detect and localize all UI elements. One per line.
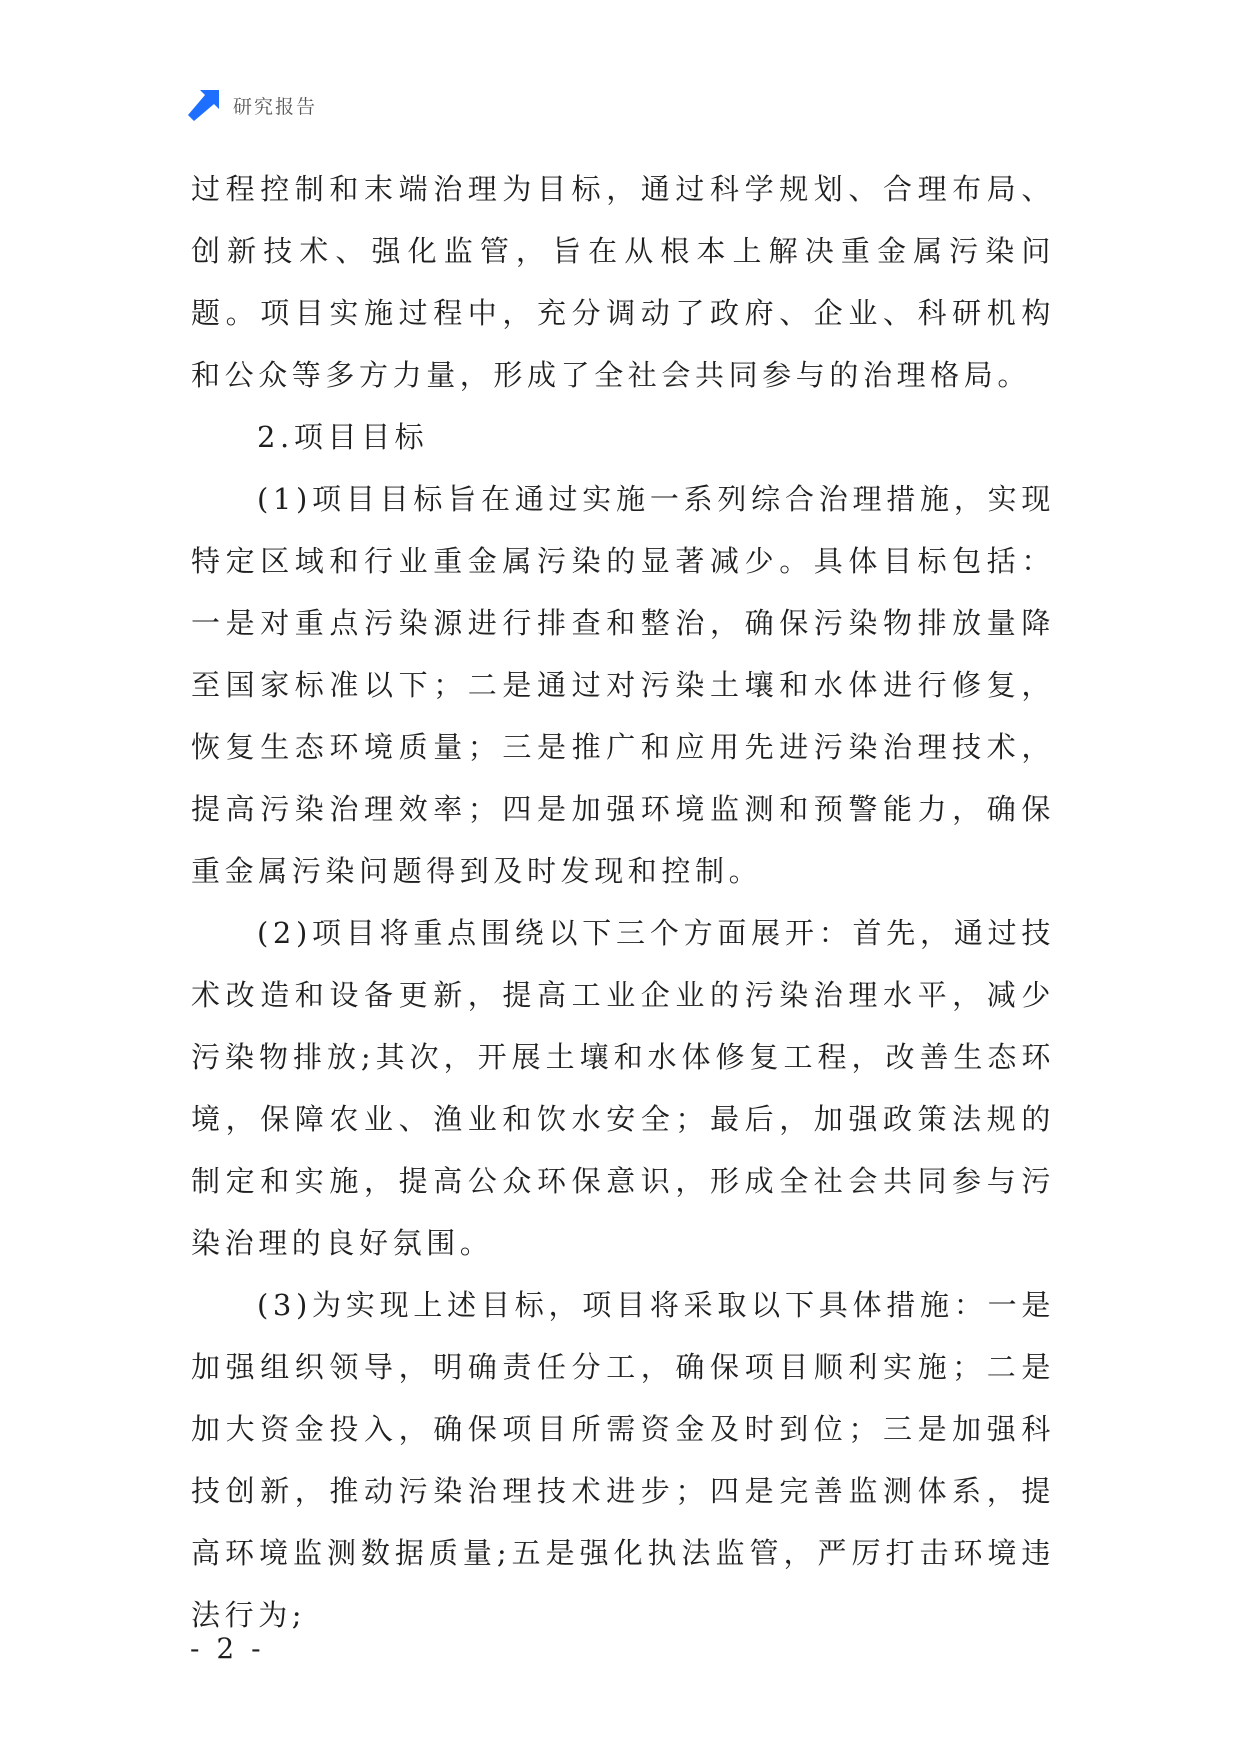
paragraph-goal-1: (1)项目目标旨在通过实施一系列综合治理措施，实现特定区域和行业重金属污染的显著减少。具体目标包括：一是对重点污染源进行排查和整治，确保污染物排放量降至国家标准以下；二是通过对污染土壤和水体进行修复，恢复生态环境质量；三是推广和应用先进污染治理技术，提高污染治理效率；四是加强环境监测和预警能力，确保重金属污染问题得到及时发现和控制。 (191, 482, 1055, 888)
document-body (191, 158, 1055, 1646)
paragraph-intro: 过程控制和末端治理为目标，通过科学规划、合理布局、创新技术、强化监管，旨在从根本上解决重金属污染问题。项目实施过程中，充分调动了政府、企业、科研机构和公众等多方力量，形成了全社会共同参与的治理格局。 (191, 172, 1055, 392)
arrow-up-right-icon (187, 88, 221, 122)
section-heading: 2.项目目标 (257, 420, 429, 454)
paragraph-goal-3: (3)为实现上述目标，项目将采取以下具体措施：一是加强组织领导，明确责任分工，确保项目顺利实施；二是加大资金投入，确保项目所需资金及时到位；三是加强科技创新，推动污染治理技术进步；四是完善监测体系，提高环境监测数据质量;五是强化执法监管，严厉打击环境违法行为; (191, 1288, 1055, 1632)
page-number: - 2 - (190, 1632, 265, 1665)
header-title: 研究报告 (233, 95, 318, 118)
page-header (187, 88, 317, 122)
paragraph-goal-2: (2)项目将重点围绕以下三个方面展开：首先，通过技术改造和设备更新，提高工业企业的污染治理水平，减少污染物排放;其次，开展土壤和水体修复工程，改善生态环境，保障农业、渔业和饮水安全；最后，加强政策法规的制定和实施，提高公众环保意识，形成全社会共同参与污染治理的良好氛围。 (191, 916, 1055, 1260)
